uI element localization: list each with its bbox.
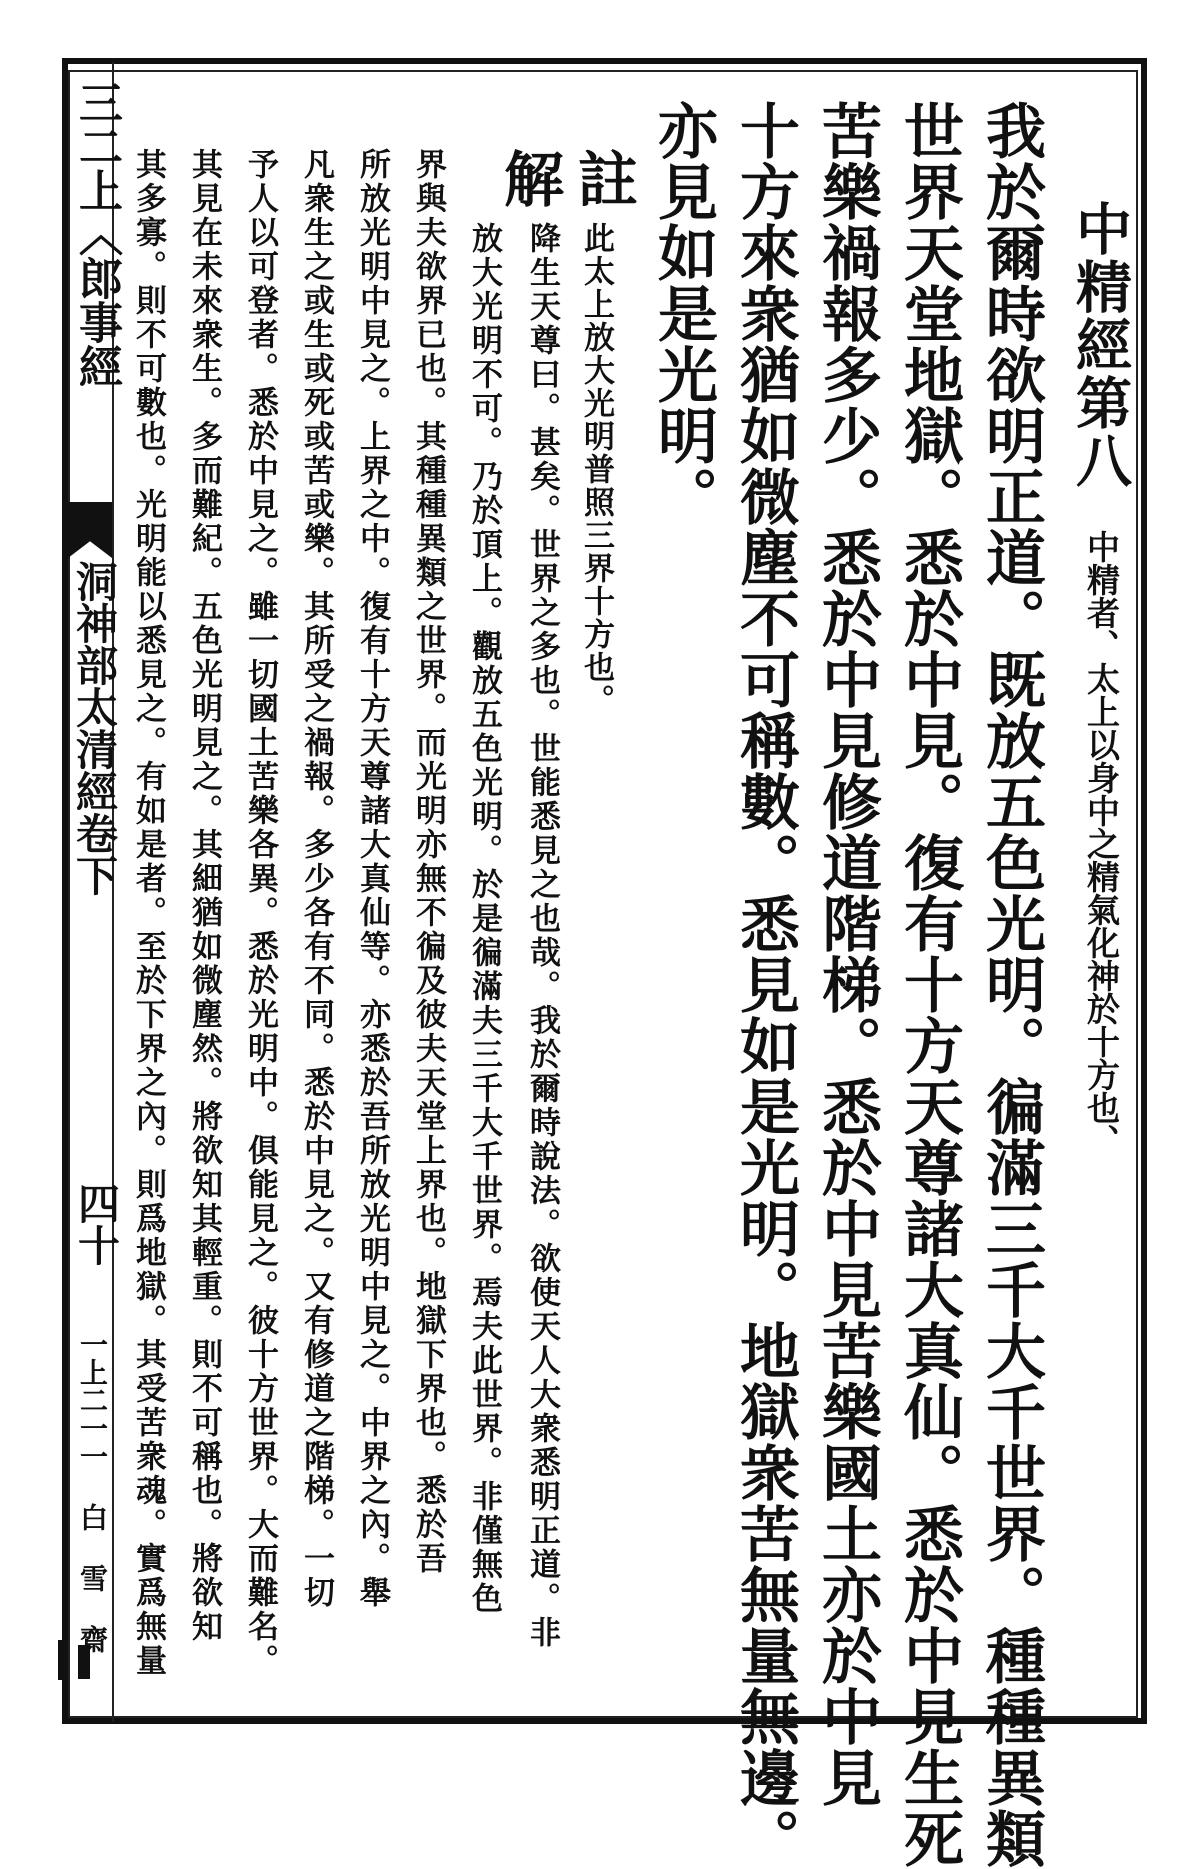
zhu-label: 註 (568, 148, 638, 208)
book-title: 洞神部太清經卷下 (70, 560, 119, 896)
main-text-line: 我於爾時欲明正道。既放五色光明。徧滿三千大千世界。種種異類 (976, 100, 1046, 1869)
jie-line: 凡衆生之或生或死或苦或樂。其所受之禍報。多少各有不同。悉於中見之。又有修道之階梯。一切 (298, 148, 334, 1610)
main-text-line: 世界天堂地獄。悉於中見。復有十方天尊諸大真仙。悉於中見生死 (894, 100, 964, 1869)
jie-line: 降生天尊曰。甚矣。世界之多也。世能悉見之也哉。我於爾時說法。欲使天人大衆悉明正道。非 (524, 222, 560, 1650)
jie-line: 放大光明不可。乃於頂上。觀放五色光明。於是徧滿夫三千大千世界。焉夫此世界。非僅無色 (466, 222, 502, 1616)
jie-line: 所放光明中見之。上界之中。復有十方天尊諸大真仙等。亦悉於吾所放光明中見之。中界之內。舉 (354, 148, 390, 1610)
main-text-line: 亦見如是光明。 (648, 100, 718, 527)
jie-line: 予人以可登者。悉於中見之。雖一切國土苦樂各異。悉於光明中。俱能見之。彼十方世界。大而難名。 (242, 148, 278, 1678)
zhu-text: 此太上放大光明普照三界十方也。 (578, 222, 614, 717)
jie-line: 界與夫欲界已也。其種種異類之世界。而光明亦無不徧及彼夫天堂上界也。地獄下界也。悉於吾 (410, 148, 446, 1576)
margin-top-chars: 三二上〈郎事經 (71, 80, 122, 388)
jie-line: 其見在未來衆生。多而難紀。五色光明見之。其細猶如微塵然。將欲知其輕重。則不可稱也。將欲知 (186, 148, 222, 1644)
chapter-title-note: 中精者、太上以身中之精氣化神於十方也、 (1082, 530, 1121, 1157)
jie-label: 解 (494, 148, 564, 208)
main-text-line: 十方來衆猶如微塵不可稱數。悉見如是光明。地獄衆苦無量無邊。 (730, 100, 800, 1869)
margin-bottom-chars: 一上二一一 白 雪 齋 (76, 1330, 109, 1653)
main-text-line: 苦樂禍報多少。悉於中見修道階梯。悉於中見苦樂國土亦於中見 (812, 100, 882, 1808)
page-number: 四十 (72, 1182, 121, 1266)
chapter-title: 中精經第八 (1067, 200, 1133, 490)
jie-line: 其多寡。則不可數也。光明能以悉見之。有如是者。至於下界之內。則爲地獄。其受苦衆魂。實爲無量 (130, 148, 166, 1678)
margin-ink-mark (58, 1640, 68, 1680)
